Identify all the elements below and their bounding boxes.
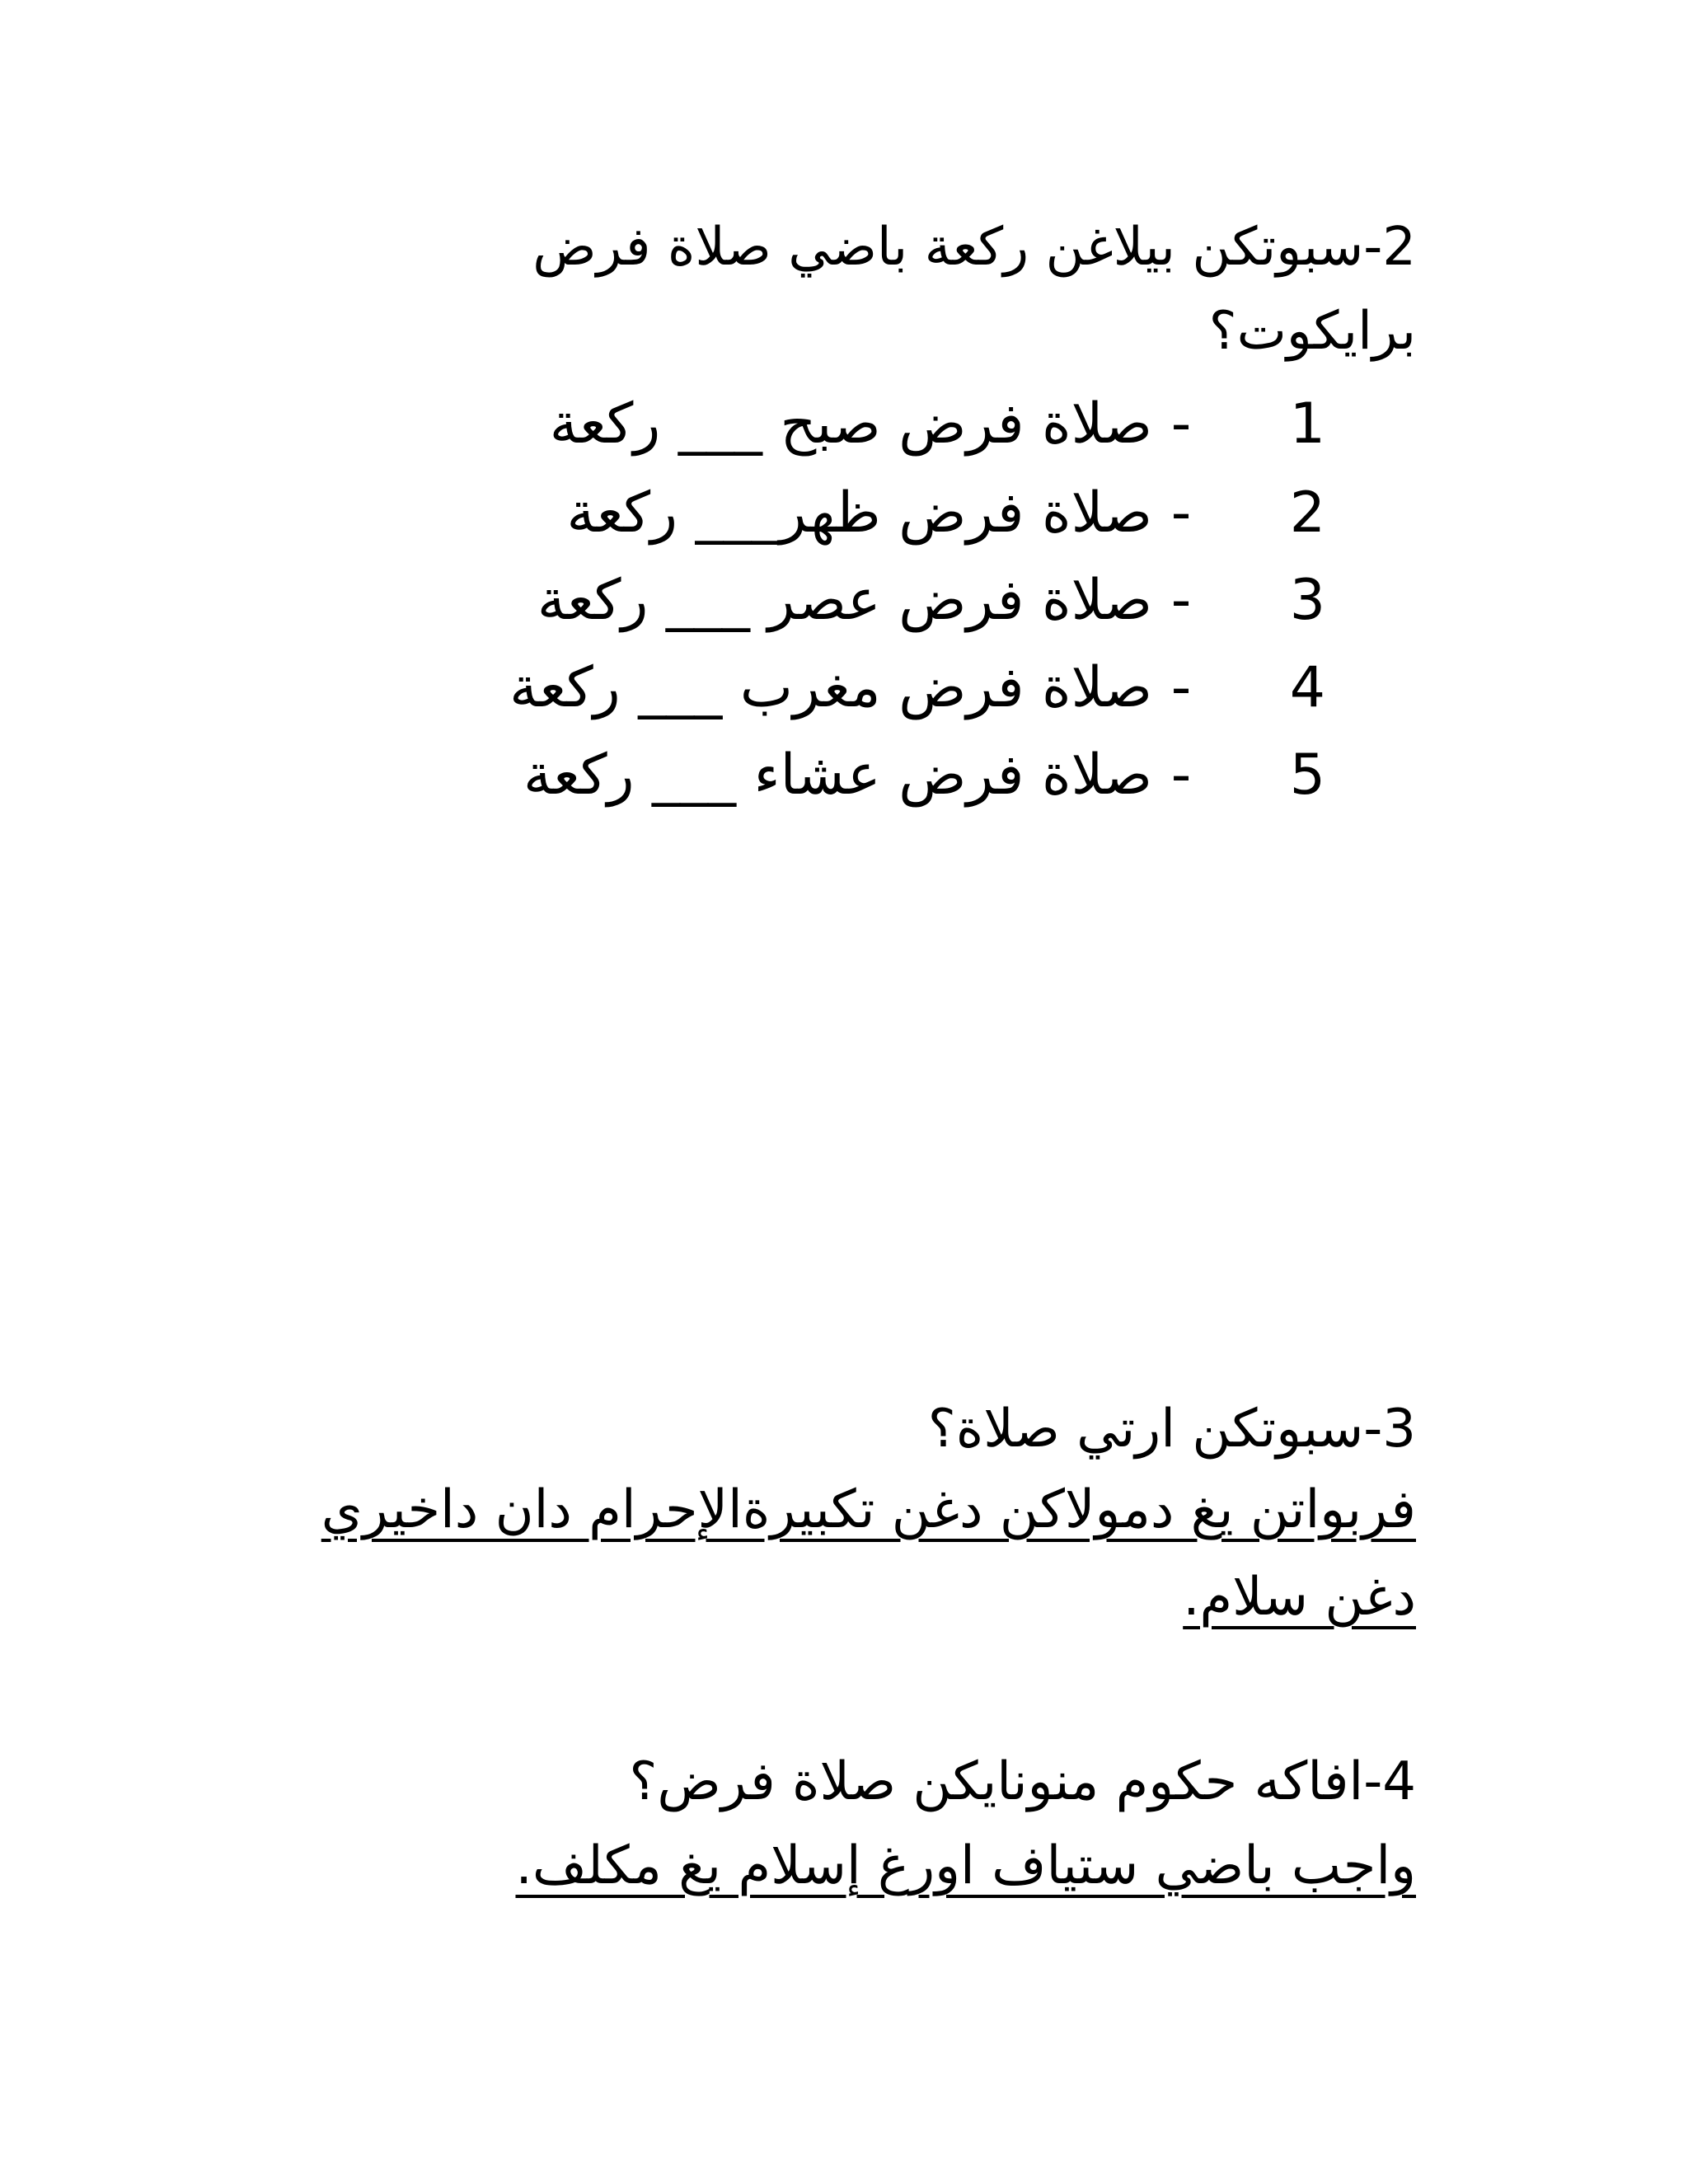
answer-3-line-2: دغن سلام. [1183,1567,1416,1628]
list-item-text: صلاة فرض صبح ___ ركعة [549,391,1152,457]
list-item-dash: - [1170,655,1192,720]
list-item [567,476,1325,551]
list-item [509,651,1325,725]
question-2-line-2: برايكوت؟ [1208,301,1416,362]
list-item [537,564,1325,638]
list-item-number: 4 [1289,655,1325,720]
list-item-text: صلاة فرض عشاء ___ ركعة [523,743,1152,808]
list-item-number: 3 [1289,568,1325,633]
list-item [550,387,1325,462]
question-2-line-1: 2-سبوتكن بيلاغن ركعة باضي صلاة فرض [532,217,1416,278]
list-item-text: صلاة فرض ظهر___ ركعة [566,480,1152,546]
list-item-number: 5 [1289,743,1325,808]
answer-4: واجب باضي ستياف اورغ إسلام يغ مكلف. [515,1835,1416,1896]
list-item-number: 2 [1289,480,1325,546]
list-item-number: 1 [1289,391,1325,457]
list-item-dash: - [1170,480,1192,546]
list-item [523,738,1325,813]
question-3: 3-سبوتكن ارتي صلاة؟ [927,1399,1416,1460]
list-item-dash: - [1170,743,1192,808]
list-item-dash: - [1170,568,1192,633]
list-item-text: صلاة فرض عصر ___ ركعة [537,568,1152,633]
list-item-dash: - [1170,391,1192,457]
answer-3-line-1: فربواتن يغ دمولاكن دغن تكبيرةالإحرام دان داخيري [321,1479,1416,1540]
list-item-text: صلاة فرض مغرب ___ ركعة [509,655,1152,720]
question-4: 4-افاكه حكوم منونايكن صلاة فرض؟ [629,1751,1416,1812]
